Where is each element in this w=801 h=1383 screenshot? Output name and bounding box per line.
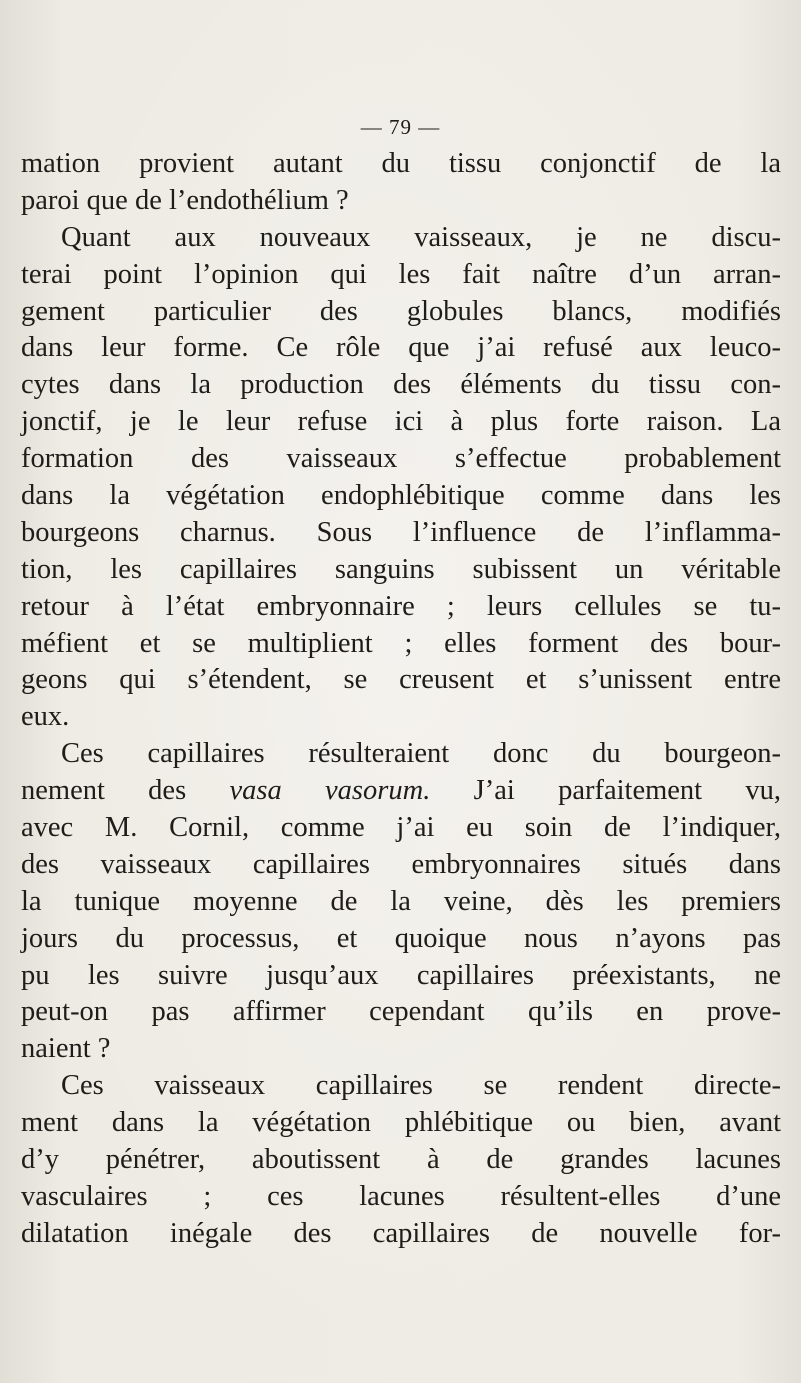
text-line: peut-on pas affirmer cependant qu’ils en prove- xyxy=(21,996,781,1028)
text-line: naient ? xyxy=(21,1033,111,1065)
text-line: formation des vaisseaux s’effectue probablement xyxy=(21,443,781,475)
text-line: des vaisseaux capillaires embryonnaires situés dans xyxy=(21,848,781,880)
text-line: dilatation inégale des capillaires de nouvelle for- xyxy=(21,1217,781,1249)
text-line: jonctif, je le leur refuse ici à plus forte raison. La xyxy=(21,406,781,438)
text-line: méfient et se multiplient ; elles forment des bour- xyxy=(21,627,781,659)
text-line: ment dans la végétation phlébitique ou bien, avant xyxy=(21,1107,781,1139)
text-line: dans la végétation endophlébitique comme dans les xyxy=(21,480,781,512)
text-line: geons qui s’étendent, se creusent et s’unissent entre xyxy=(21,664,781,696)
text-line: tion, les capillaires sanguins subissent un véritable xyxy=(21,553,781,585)
text-line: pu les suivre jusqu’aux capillaires préexistants, ne xyxy=(21,959,781,991)
text-line: Ces vaisseaux capillaires se rendent directe- xyxy=(61,1070,781,1102)
text-line: paroi que de l’endothélium ? xyxy=(21,184,349,216)
text-line: dans leur forme. Ce rôle que j’ai refusé aux leuco- xyxy=(21,332,781,364)
text-line: gement particulier des globules blancs, modifiés xyxy=(21,295,781,327)
text-line: retour à l’état embryonnaire ; leurs cellules se tu- xyxy=(21,590,781,622)
text-line: avec M. Cornil, comme j’ai eu soin de l’indiquer, xyxy=(21,812,781,844)
text-line: Quant aux nouveaux vaisseaux, je ne discu- xyxy=(61,221,781,253)
text-segment: J’ai parfaitement vu, xyxy=(430,775,782,807)
text-line: vasculaires ; ces lacunes résultent-elles d’une xyxy=(21,1180,781,1212)
text-line: d’y pénétrer, aboutissent à de grandes lacunes xyxy=(21,1144,781,1176)
text-line: la tunique moyenne de la veine, dès les premiers xyxy=(21,885,781,917)
text-line: jours du processus, et quoique nous n’ayons pas xyxy=(21,922,781,954)
page-number: — 79 — xyxy=(360,115,441,139)
text-line: bourgeons charnus. Sous l’influence de l’inflamma- xyxy=(21,516,781,548)
body-text xyxy=(21,146,781,1253)
italic-term: vasa vasorum. xyxy=(229,775,431,807)
text-line-with-italic xyxy=(21,773,781,810)
text-segment: nement des xyxy=(21,775,230,807)
text-line: terai point l’opinion qui les fait naître d’un arran- xyxy=(21,258,781,290)
text-line: mation provient autant du tissu conjonctif de la xyxy=(21,148,781,179)
text-line: eux. xyxy=(21,701,70,733)
text-line: cytes dans la production des éléments du tissu con- xyxy=(21,369,781,401)
text-line: Ces capillaires résulteraient donc du bourgeon- xyxy=(61,738,781,770)
